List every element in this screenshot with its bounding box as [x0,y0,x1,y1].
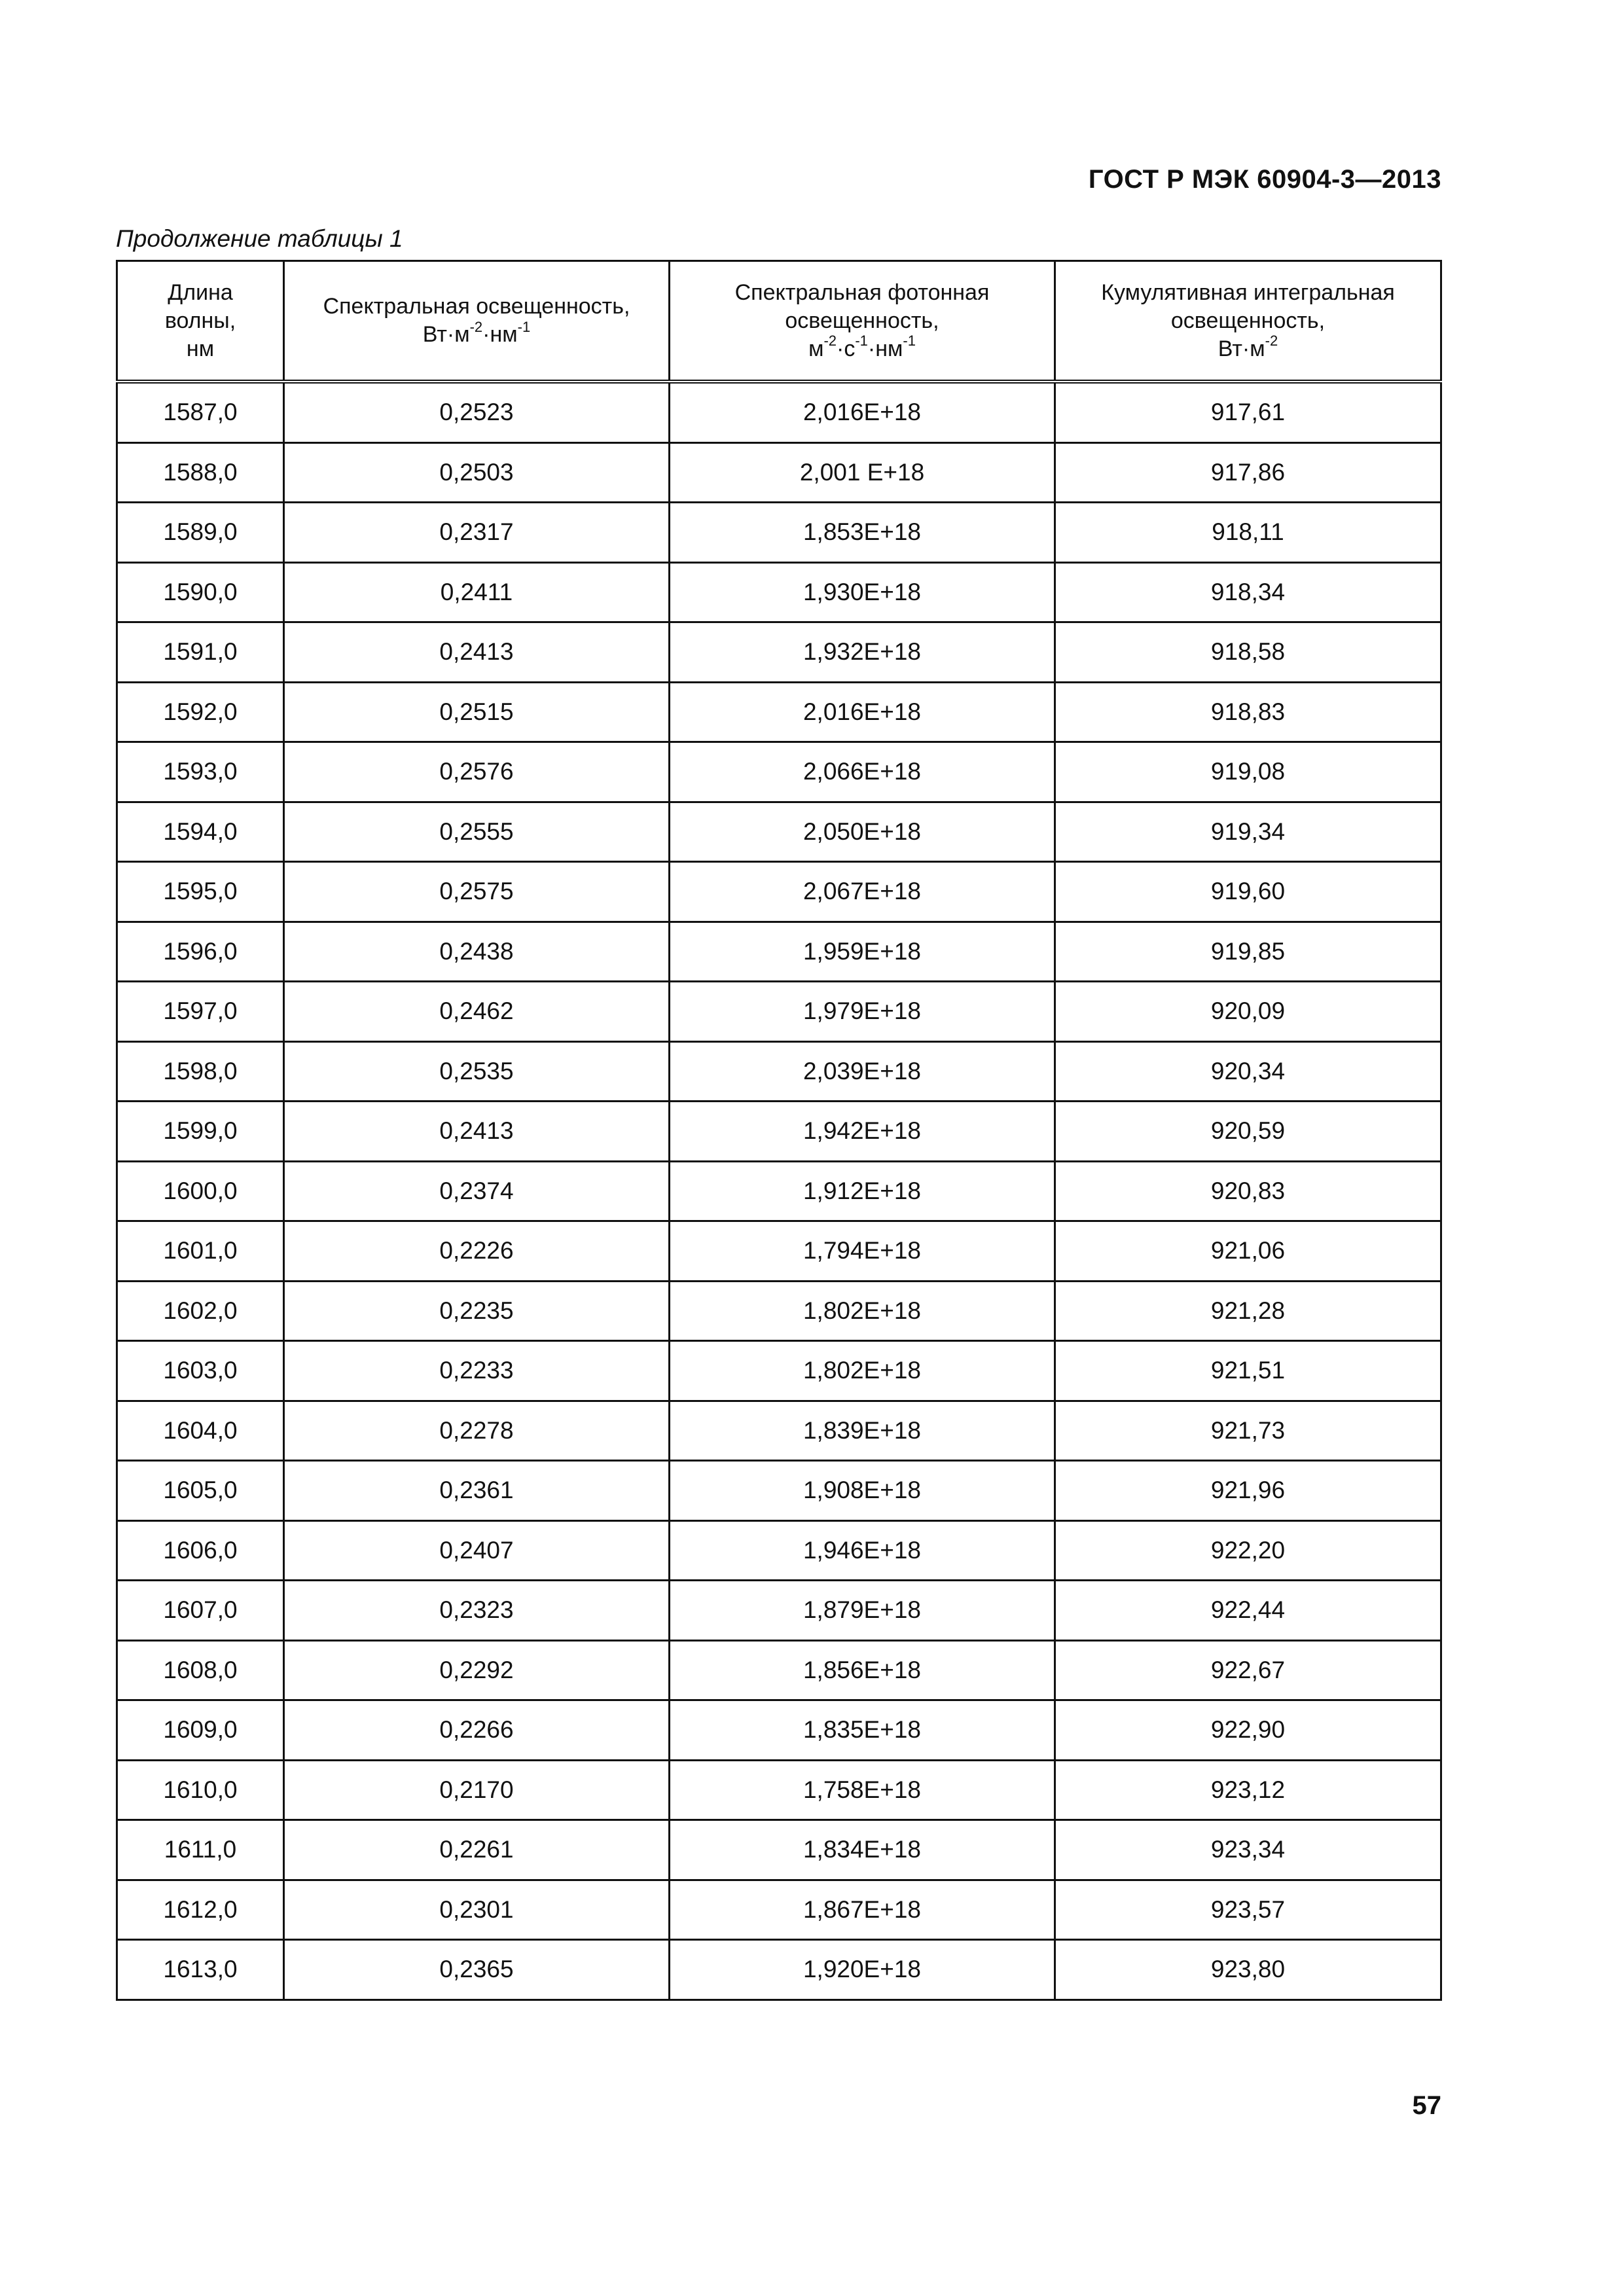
table-row [117,1461,1441,1521]
spectral-irradiance-cell: 0,2515 [284,682,670,742]
spectral-irradiance-cell: 0,2301 [284,1880,670,1940]
cumulative-irradiance-cell: 920,59 [1055,1102,1441,1162]
cumulative-irradiance-cell: 919,08 [1055,742,1441,802]
table-row [117,982,1441,1042]
table-row [117,1640,1441,1700]
spectral-irradiance-cell: 0,2233 [284,1341,670,1401]
cumulative-irradiance-cell: 922,20 [1055,1520,1441,1581]
wavelength-cell: 1587,0 [117,382,284,442]
wavelength-cell: 1611,0 [117,1820,284,1880]
spectral-irradiance-cell: 0,2317 [284,503,670,563]
header-spectral-irradiance-unit: $Вт\cdot м^{-2}\cdot нм^{-1}$ [422,318,531,347]
table-header [117,261,1441,382]
wavelength-cell: 1607,0 [117,1581,284,1641]
photon-irradiance-cell: 1,959E+18 [670,922,1055,982]
spectral-irradiance-cell: 0,2226 [284,1221,670,1282]
spectral-table [116,260,1442,2001]
header-cumulative-irradiance-line2: освещенность, [1170,308,1326,333]
table-row [117,1341,1441,1401]
spectral-irradiance-cell: 0,2576 [284,742,670,802]
photon-irradiance-cell: 1,835E+18 [670,1700,1055,1761]
table-row [117,382,1441,442]
spectral-irradiance-cell: 0,2523 [284,382,670,442]
cumulative-irradiance-cell: 918,83 [1055,682,1441,742]
table-row [117,1401,1441,1461]
table-row [117,742,1441,802]
table-body [117,382,1441,2000]
header-cumulative-irradiance-unit: $Вт\cdot м^{-2}$ [1218,332,1278,361]
table-row [117,1102,1441,1162]
cumulative-irradiance-cell: 919,60 [1055,862,1441,922]
spectral-irradiance-cell: 0,2407 [284,1520,670,1581]
wavelength-cell: 1591,0 [117,622,284,683]
table-row [117,1520,1441,1581]
table-row [117,922,1441,982]
cumulative-irradiance-cell: 919,34 [1055,802,1441,862]
table-row [117,1041,1441,1102]
cumulative-irradiance-cell: 918,34 [1055,562,1441,622]
table-row [117,1700,1441,1761]
wavelength-cell: 1603,0 [117,1341,284,1401]
spectral-irradiance-cell: 0,2503 [284,442,670,503]
photon-irradiance-cell: 2,001 E+18 [670,442,1055,503]
cumulative-irradiance-cell: 920,09 [1055,982,1441,1042]
cumulative-irradiance-cell: 920,34 [1055,1041,1441,1102]
spectral-irradiance-cell: 0,2292 [284,1640,670,1700]
photon-irradiance-cell: 2,067E+18 [670,862,1055,922]
wavelength-cell: 1595,0 [117,862,284,922]
page-number: 57 [1412,2091,1441,2120]
photon-irradiance-cell: 1,758E+18 [670,1760,1055,1820]
table-caption: Продолжение таблицы 1 [116,225,403,252]
wavelength-cell: 1600,0 [117,1161,284,1221]
wavelength-cell: 1588,0 [117,442,284,503]
table-row [117,1281,1441,1341]
wavelength-cell: 1612,0 [117,1880,284,1940]
cumulative-irradiance-cell: 922,90 [1055,1700,1441,1761]
table-row [117,1820,1441,1880]
cumulative-irradiance-cell: 922,67 [1055,1640,1441,1700]
wavelength-cell: 1609,0 [117,1700,284,1761]
spectral-irradiance-cell: 0,2278 [284,1401,670,1461]
wavelength-cell: 1608,0 [117,1640,284,1700]
photon-irradiance-cell: 2,039E+18 [670,1041,1055,1102]
table-row [117,1221,1441,1282]
header-cumulative-irradiance [1055,261,1441,382]
table-row [117,682,1441,742]
header-wavelength-line1: Длина [168,279,233,305]
wavelength-cell: 1598,0 [117,1041,284,1102]
cumulative-irradiance-cell: 923,57 [1055,1880,1441,1940]
spectral-irradiance-cell: 0,2413 [284,1102,670,1162]
table-row [117,622,1441,683]
table-row [117,1760,1441,1820]
spectral-irradiance-cell: 0,2361 [284,1461,670,1521]
wavelength-cell: 1592,0 [117,682,284,742]
photon-irradiance-cell: 1,979E+18 [670,982,1055,1042]
spectral-irradiance-cell: 0,2555 [284,802,670,862]
header-cumulative-irradiance-line1: Кумулятивная интегральная [1101,279,1395,305]
wavelength-cell: 1604,0 [117,1401,284,1461]
wavelength-cell: 1596,0 [117,922,284,982]
header-spectral-irradiance-line1: Спектральная освещенность, [323,294,630,319]
cumulative-irradiance-cell: 919,85 [1055,922,1441,982]
table-row [117,1940,1441,2000]
spectral-irradiance-cell: 0,2374 [284,1161,670,1221]
photon-irradiance-cell: 2,016E+18 [670,382,1055,442]
header-wavelength-line2: волны, [164,308,236,333]
spectral-irradiance-cell: 0,2575 [284,862,670,922]
spectral-irradiance-cell: 0,2535 [284,1041,670,1102]
photon-irradiance-cell: 1,930E+18 [670,562,1055,622]
cumulative-irradiance-cell: 923,34 [1055,1820,1441,1880]
photon-irradiance-cell: 1,834E+18 [670,1820,1055,1880]
table-row [117,1880,1441,1940]
header-photon-irradiance-line2: освещенность, [785,308,939,333]
cumulative-irradiance-cell: 918,11 [1055,503,1441,563]
table-row [117,442,1441,503]
wavelength-cell: 1613,0 [117,1940,284,2000]
table-row [117,1161,1441,1221]
cumulative-irradiance-cell: 920,83 [1055,1161,1441,1221]
spectral-irradiance-cell: 0,2235 [284,1281,670,1341]
photon-irradiance-cell: 1,802E+18 [670,1281,1055,1341]
table-row [117,1581,1441,1641]
photon-irradiance-cell: 2,016E+18 [670,682,1055,742]
photon-irradiance-cell: 1,802E+18 [670,1341,1055,1401]
header-spectral-irradiance [284,261,670,382]
spectral-irradiance-cell: 0,2365 [284,1940,670,2000]
wavelength-cell: 1593,0 [117,742,284,802]
header-row [117,261,1441,382]
table-row [117,503,1441,563]
spectral-irradiance-cell: 0,2411 [284,562,670,622]
cumulative-irradiance-cell: 921,96 [1055,1461,1441,1521]
photon-irradiance-cell: 1,946E+18 [670,1520,1055,1581]
cumulative-irradiance-cell: 921,06 [1055,1221,1441,1282]
table-row [117,562,1441,622]
wavelength-cell: 1605,0 [117,1461,284,1521]
photon-irradiance-cell: 1,879E+18 [670,1581,1055,1641]
cumulative-irradiance-cell: 917,61 [1055,382,1441,442]
spectral-irradiance-cell: 0,2170 [284,1760,670,1820]
spectral-irradiance-cell: 0,2323 [284,1581,670,1641]
photon-irradiance-cell: 1,794E+18 [670,1221,1055,1282]
spectral-irradiance-cell: 0,2438 [284,922,670,982]
table-row [117,862,1441,922]
spectral-irradiance-cell: 0,2266 [284,1700,670,1761]
photon-irradiance-cell: 1,932E+18 [670,622,1055,683]
wavelength-cell: 1590,0 [117,562,284,622]
photon-irradiance-cell: 1,856E+18 [670,1640,1055,1700]
wavelength-cell: 1602,0 [117,1281,284,1341]
photon-irradiance-cell: 1,920E+18 [670,1940,1055,2000]
cumulative-irradiance-cell: 918,58 [1055,622,1441,683]
photon-irradiance-cell: 1,942E+18 [670,1102,1055,1162]
wavelength-cell: 1597,0 [117,982,284,1042]
wavelength-cell: 1589,0 [117,503,284,563]
photon-irradiance-cell: 1,908E+18 [670,1461,1055,1521]
photon-irradiance-cell: 1,839E+18 [670,1401,1055,1461]
cumulative-irradiance-cell: 921,28 [1055,1281,1441,1341]
wavelength-cell: 1610,0 [117,1760,284,1820]
spectral-irradiance-cell: 0,2462 [284,982,670,1042]
cumulative-irradiance-cell: 923,80 [1055,1940,1441,2000]
photon-irradiance-cell: 2,050E+18 [670,802,1055,862]
photon-irradiance-cell: 1,853E+18 [670,503,1055,563]
cumulative-irradiance-cell: 921,73 [1055,1401,1441,1461]
header-wavelength [117,261,284,382]
header-photon-irradiance-line1: Спектральная фотонная [734,279,990,305]
wavelength-cell: 1594,0 [117,802,284,862]
cumulative-irradiance-cell: 922,44 [1055,1581,1441,1641]
wavelength-cell: 1599,0 [117,1102,284,1162]
table-row [117,802,1441,862]
photon-irradiance-cell: 1,867E+18 [670,1880,1055,1940]
wavelength-cell: 1601,0 [117,1221,284,1282]
header-wavelength-line3: нм [186,336,215,361]
cumulative-irradiance-cell: 917,86 [1055,442,1441,503]
cumulative-irradiance-cell: 923,12 [1055,1760,1441,1820]
header-photon-irradiance-unit: $м^{-2}\cdot с^{-1}\cdot нм^{-1}$ [808,332,916,361]
spectral-irradiance-cell: 0,2261 [284,1820,670,1880]
standard-code: ГОСТ Р МЭК 60904-3—2013 [1088,165,1441,194]
photon-irradiance-cell: 1,912E+18 [670,1161,1055,1221]
photon-irradiance-cell: 2,066E+18 [670,742,1055,802]
header-photon-irradiance [670,261,1055,382]
spectral-irradiance-cell: 0,2413 [284,622,670,683]
wavelength-cell: 1606,0 [117,1520,284,1581]
cumulative-irradiance-cell: 921,51 [1055,1341,1441,1401]
